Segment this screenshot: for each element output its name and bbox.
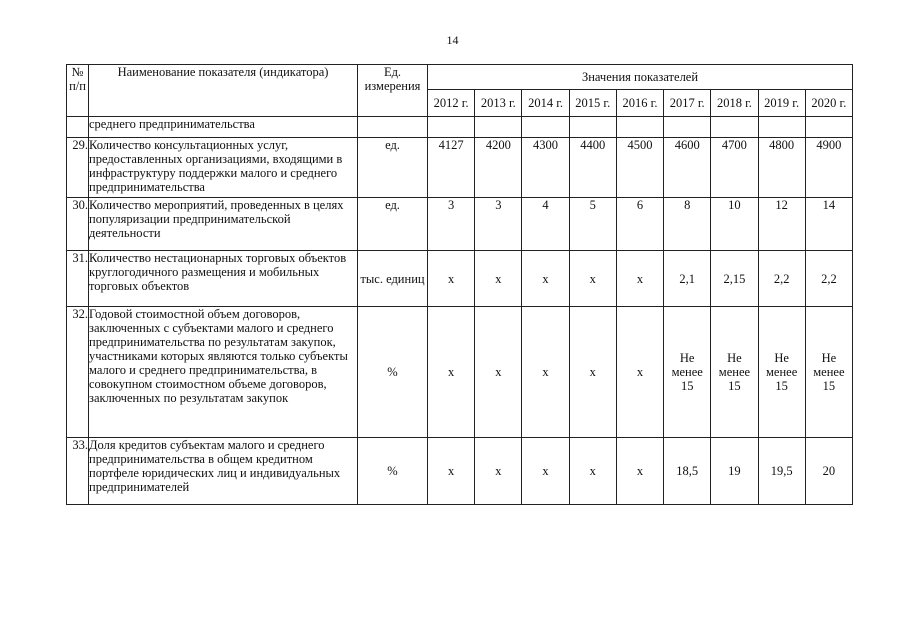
- table-row: [67, 138, 853, 198]
- row-name: среднего предпринимательства: [89, 117, 358, 138]
- header-num: № п/п: [67, 65, 89, 117]
- header-name: Наименование показателя (индикатора): [89, 65, 358, 117]
- row-value: 19: [711, 438, 758, 505]
- header-values: Значения показателей: [428, 65, 853, 90]
- header-unit: Ед. измерения: [358, 65, 428, 117]
- row-value: х: [569, 438, 616, 505]
- row-unit: %: [358, 307, 428, 438]
- row-value: 4700: [711, 138, 758, 198]
- row-unit: %: [358, 438, 428, 505]
- row-value: 2,2: [805, 251, 852, 307]
- row-value: 12: [758, 198, 805, 251]
- row-value: х: [616, 307, 663, 438]
- table-row: [67, 307, 853, 438]
- row-value: 6: [616, 198, 663, 251]
- row-unit: ед.: [358, 198, 428, 251]
- row-value: 2,2: [758, 251, 805, 307]
- row-unit: тыс. единиц: [358, 251, 428, 307]
- table-row-continuation: [67, 117, 853, 138]
- table-row: [67, 438, 853, 505]
- row-value: 14: [805, 198, 852, 251]
- row-value: 10: [711, 198, 758, 251]
- row-value: 20: [805, 438, 852, 505]
- row-num: 29.: [67, 138, 89, 198]
- row-value: 4300: [522, 138, 569, 198]
- row-value: Не менее 15: [664, 307, 711, 438]
- row-value: х: [475, 307, 522, 438]
- row-value: 2,1: [664, 251, 711, 307]
- row-value: 18,5: [664, 438, 711, 505]
- row-num: 31.: [67, 251, 89, 307]
- header-year: 2013 г.: [475, 90, 522, 117]
- row-value: 4127: [428, 138, 475, 198]
- row-value: х: [522, 438, 569, 505]
- row-name: Доля кредитов субъектам малого и среднего предпринимательства в общем кредитном портфеле юридических лиц и индивидуальных предпринимателей: [89, 438, 358, 505]
- row-unit: [358, 117, 428, 138]
- indicators-table: [66, 64, 853, 505]
- header-year: 2016 г.: [616, 90, 663, 117]
- row-value: 5: [569, 198, 616, 251]
- row-value: х: [569, 251, 616, 307]
- row-value: х: [616, 438, 663, 505]
- row-value: Не менее 15: [805, 307, 852, 438]
- row-num: 33.: [67, 438, 89, 505]
- page-number: 14: [446, 33, 459, 47]
- header-year: 2020 г.: [805, 90, 852, 117]
- row-value: х: [428, 251, 475, 307]
- table-row: [67, 251, 853, 307]
- header-year: 2017 г.: [664, 90, 711, 117]
- row-value: х: [428, 438, 475, 505]
- row-value: х: [428, 307, 475, 438]
- header-year: 2014 г.: [522, 90, 569, 117]
- header-year: 2015 г.: [569, 90, 616, 117]
- row-value: Не менее 15: [711, 307, 758, 438]
- row-value: 8: [664, 198, 711, 251]
- row-num: 30.: [67, 198, 89, 251]
- row-value: 3: [475, 198, 522, 251]
- row-value: 4900: [805, 138, 852, 198]
- row-value: Не менее 15: [758, 307, 805, 438]
- row-value: 4400: [569, 138, 616, 198]
- row-value: х: [475, 251, 522, 307]
- row-value: х: [475, 438, 522, 505]
- row-name: Количество мероприятий, проведенных в целях популяризации предпринимательской деятельности: [89, 198, 358, 251]
- row-num: 32.: [67, 307, 89, 438]
- header-year: 2019 г.: [758, 90, 805, 117]
- row-value: 4800: [758, 138, 805, 198]
- row-value: х: [522, 307, 569, 438]
- header-year: 2018 г.: [711, 90, 758, 117]
- row-unit: ед.: [358, 138, 428, 198]
- row-value: 4500: [616, 138, 663, 198]
- row-value: 19,5: [758, 438, 805, 505]
- row-name: Количество консультационных услуг, предоставленных организациями, входящими в инфраструктуру поддержки малого и среднего предпринимательства: [89, 138, 358, 198]
- row-value: х: [522, 251, 569, 307]
- row-name: Годовой стоимостной объем договоров, заключенных с субъектами малого и среднего предпринимательства по результатам закупок, участниками которых являются только субъекты малого и среднего предпринимательства, в совокупном стоимостном объеме договоров, заключенных по результатам закупок: [89, 307, 358, 438]
- row-value: х: [569, 307, 616, 438]
- row-value: 4200: [475, 138, 522, 198]
- header-year: 2012 г.: [428, 90, 475, 117]
- row-value: 4: [522, 198, 569, 251]
- row-name: Количество нестационарных торговых объектов круглогодичного размещения и мобильных торговых объектов: [89, 251, 358, 307]
- row-value: 3: [428, 198, 475, 251]
- table-row: [67, 198, 853, 251]
- row-value: 4600: [664, 138, 711, 198]
- row-value: 2,15: [711, 251, 758, 307]
- row-value: х: [616, 251, 663, 307]
- row-num: [67, 117, 89, 138]
